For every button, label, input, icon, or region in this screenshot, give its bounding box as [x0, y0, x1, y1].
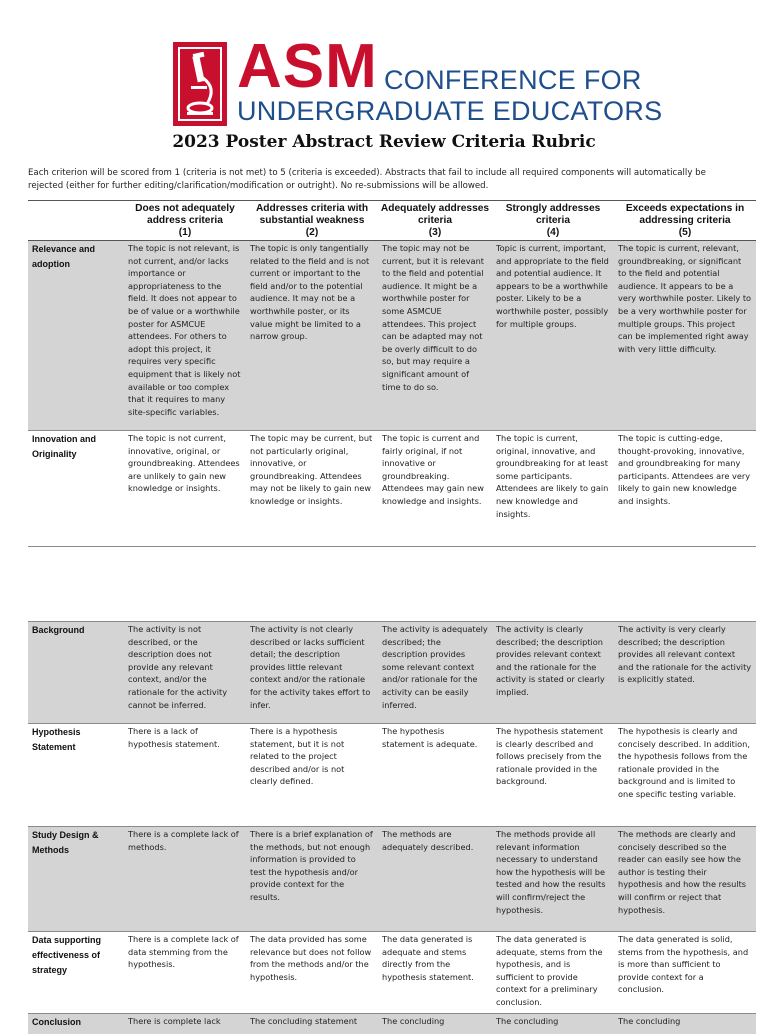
column-header-score-2: Addresses criteria with substantial weakness (2) — [255, 203, 369, 238]
document-title: 2023 Poster Abstract Review Criteria Rubric — [172, 132, 596, 152]
criterion-label: Background — [28, 622, 124, 724]
column-header-score-5: Exceeds expectations in addressing criteria (5) — [625, 203, 745, 238]
table-cell: The hypothesis statement is clearly described and follows precisely from the rationale provided in the background. — [492, 724, 614, 827]
header-criterion-cell — [28, 201, 124, 241]
table-cell: The topic is current, original, innovative, and groundbreaking for at least some participants. Attendees are likely to gain new knowledge and insights. — [492, 431, 614, 547]
table-cell: There is a brief explanation of the methods, but not enough information is provided to test the hypothesis and/or provide context for the results. — [246, 827, 378, 932]
table-cell: The activity is clearly described; the description provides relevant context and the rationale for the activity is stated or clearly implied. — [492, 622, 614, 724]
table-cell: The concluding statement — [246, 1013, 378, 1034]
table-cell: The methods are clearly and concisely described so the reader can easily see how the author is testing their hypothesis and how the results will confirm or reject that hypothesis. — [614, 827, 756, 932]
table-cell: There is a lack of hypothesis statement. — [124, 724, 246, 827]
table-cell: The concluding — [614, 1013, 756, 1034]
table-cell: The topic is cutting-edge, thought-provoking, innovative, and groundbreaking for many participants. Attendees are very likely to gain new knowledge and insights. — [614, 431, 756, 547]
table-cell: The hypothesis statement is adequate. — [378, 724, 492, 827]
table-row — [28, 431, 756, 547]
table-cell: The methods are adequately described. — [378, 827, 492, 932]
criterion-label: Relevance and adoption — [28, 241, 124, 431]
table-row — [28, 622, 756, 724]
table-cell: The topic is current and fairly original, if not innovative or groundbreaking. Attendees may gain new knowledge and insights. — [378, 431, 492, 547]
column-header-score-1: Does not adequately address criteria (1) — [135, 203, 235, 238]
table-cell: The concluding — [492, 1013, 614, 1034]
table-row — [28, 241, 756, 431]
table-cell: The hypothesis is clearly and concisely described. In addition, the hypothesis follows from the rationale provided in the background and is limited to one specific testing variable. — [614, 724, 756, 827]
table-cell: The data generated is solid, stems from the hypothesis, and is more than sufficient to provide context for a conclusion. — [614, 932, 756, 1014]
microscope-icon — [173, 42, 227, 126]
criterion-label: Innovation and Originality — [28, 431, 124, 547]
table-row — [28, 932, 756, 1014]
conference-name-line1: CONFERENCE FOR — [384, 65, 642, 95]
rubric-table-upper — [28, 200, 756, 547]
rubric-table-lower — [28, 621, 756, 1034]
column-header-score-3: Adequately addresses criteria (3) — [380, 203, 490, 238]
table-cell: The topic may not be current, but it is relevant to the field and potential audience. It might be a worthwhile poster for some ASMCUE attendees. This project can be adapted may not be overly difficult to do so, but may require a significant amount of time to do so. — [378, 241, 492, 431]
table-cell: The activity is not clearly described or lacks sufficient detail; the description provides little relevant context and/or the rationale for the activity takes effort to infer. — [246, 622, 378, 724]
column-header-row — [28, 201, 756, 241]
conference-name-line2: UNDERGRADUATE EDUCATORS — [237, 96, 663, 126]
table-cell: The topic is only tangentially related to the field and is not current or important to the field and/or to the potential audience. It may not be a worthwhile poster, or its value might be limited to a narrow group. — [246, 241, 378, 431]
column-header-score-4: Strongly addresses criteria (4) — [505, 203, 601, 238]
table-cell: Topic is current, important, and appropriate to the field and potential audience. It appears to be a worthwhile poster. Likely to be a worthwhile poster, possibly for multiple groups. — [492, 241, 614, 431]
table-cell: There is a hypothesis statement, but it is not related to the project described and/or is not clearly defined. — [246, 724, 378, 827]
criterion-label: Conclusion — [28, 1013, 124, 1034]
table-cell: The topic is not current, innovative, original, or groundbreaking. Attendees are unlikely to gain new knowledge or insights. — [124, 431, 246, 547]
table-cell: The activity is very clearly described; the description provides all relevant context and the rationale for the activity is explicitly stated. — [614, 622, 756, 724]
table-cell: The data generated is adequate and stems directly from the hypothesis statement. — [378, 932, 492, 1014]
criterion-label: Study Design & Methods — [28, 827, 124, 932]
conference-logo — [173, 32, 663, 128]
table-cell: The topic is current, relevant, groundbreaking, or significant to the field and potential audience. It appears to be a very worthwhile poster. Likely to be a very worthwhile poster for multiple groups. This project can be implemented right away with very little difficulty. — [614, 241, 756, 431]
table-cell: The topic is not relevant, is not current, and/or lacks importance or appropriateness to the field. It does not appear to be of value or a worthwhile poster for ASMCUE attendees. For others to adopt this project, it requires very specific equipment that is likely not available or too complex that it requires to many site-specific variables. — [124, 241, 246, 431]
table-cell: The methods provide all relevant information necessary to understand how the hypothesis will be tested and how the results will confirm/reject the hypothesis. — [492, 827, 614, 932]
table-row — [28, 1013, 756, 1034]
table-cell: The topic may be current, but not particularly original, innovative, or groundbreaking. Attendees may not be likely to gain new knowledge or insights. — [246, 431, 378, 547]
table-cell: There is complete lack — [124, 1013, 246, 1034]
table-cell: There is a complete lack of data stemming from the hypothesis. — [124, 932, 246, 1014]
table-row — [28, 724, 756, 827]
table-cell: There is a complete lack of methods. — [124, 827, 246, 932]
asm-wordmark: ASM — [237, 32, 378, 101]
table-row — [28, 827, 756, 932]
criterion-label: Data supporting effectiveness of strategy — [28, 932, 124, 1014]
table-cell: The data provided has some relevance but does not follow from the methods and/or the hypothesis. — [246, 932, 378, 1014]
table-cell: The activity is not described, or the description does not provide any relevant context, and/or the rationale for the activity cannot be inferred. — [124, 622, 246, 724]
table-cell: The concluding — [378, 1013, 492, 1034]
scoring-instructions: Each criterion will be scored from 1 (criteria is not met) to 5 (criteria is exceeded). Abstracts that fail to include all required components will automatically be rejected (either for further editing/clarification/modification or outright). No re-submissions will be allowed. — [28, 168, 706, 191]
table-cell: The activity is adequately described; the description provides some relevant context and/or rationale for the activity can be easily inferred. — [378, 622, 492, 724]
table-cell: The data generated is adequate, stems from the hypothesis, and is sufficient to provide context for a preliminary conclusion. — [492, 932, 614, 1014]
criterion-label: Hypothesis Statement — [28, 724, 124, 827]
